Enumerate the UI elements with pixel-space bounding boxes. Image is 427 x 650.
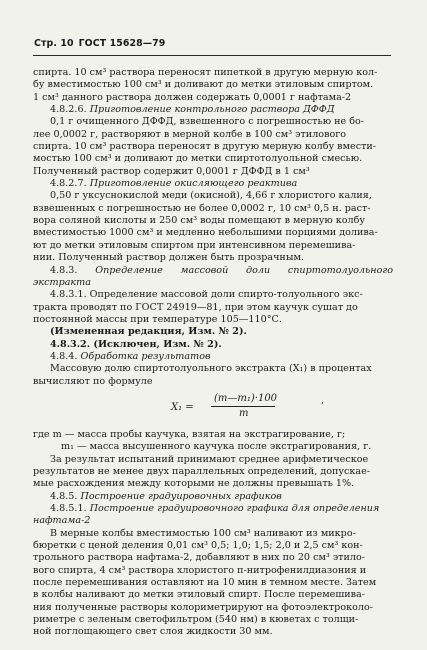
formula-numerator: (m—m₁)·100 — [214, 392, 278, 404]
text-line: спирта. 10 см³ раствора переносят пипеткой в другую мерную кол- — [33, 67, 378, 78]
text-line: трольного раствора нафтама-2, добавляют в них по 20 см³ этило- — [33, 552, 366, 564]
document-body — [33, 67, 393, 639]
standard-code: ГОСТ 15628—79 — [78, 38, 166, 49]
section-title-cont: нафтама-2 — [33, 515, 91, 527]
text-line: ной поглощающего свет слоя жидкости 30 мм. — [33, 626, 273, 638]
section-title: Определение массовой доли спиртотолуольного экстракта — [33, 264, 393, 288]
text-line: 1 см³ данного раствора должен содержать 0,0001 г нафтама-2 — [33, 91, 352, 103]
section-number: 4.8.5. — [50, 490, 78, 502]
section-title: Построение градуировочных графиков — [80, 490, 282, 502]
section-title: Приготовление контрольного раствора ДФФД — [89, 104, 335, 116]
section-heading — [33, 104, 393, 116]
section-title: Построение градуировочного графика для определения — [89, 503, 380, 514]
text-line: тракта проводят по ГОСТ 24919—81, при этом каучук сушат до — [33, 301, 358, 313]
text-line: постоянной массы при температуре 105—110°С. — [33, 313, 282, 325]
amendment-note: 4.8.3.2. (Исключен, Изм. № 2). — [50, 338, 222, 350]
formula-denominator: m — [239, 407, 249, 419]
text-line: ют до метки этиловым спиртом при интенсивном перемешива- — [33, 239, 356, 251]
section-number: 4.8.4. — [50, 350, 78, 362]
text-line: вора соляной кислоты и 250 см³ воды помещают в мерную колбу — [33, 215, 366, 227]
text-line: Полученный раствор содержит 0,0001 г ДФФД в 1 см³ — [33, 165, 310, 177]
text-line: взвешенных с погрешностью не более 0,0002 г, 10 см³ 0,5 н. раст- — [33, 202, 371, 214]
text-line: В мерные колбы вместимостью 100 см³ наливают из микро- — [50, 527, 356, 539]
text-line: Массовую долю спиртотолуольного экстракта (X₁) в процентах — [50, 363, 372, 375]
page-header — [34, 38, 165, 49]
section-number: 4.8.5.1. — [50, 503, 87, 514]
fraction-bar — [211, 406, 275, 407]
text-line: мые расхождения между которыми не должны превышать 1%. — [33, 478, 355, 490]
section-number: 4.8.3. — [50, 264, 78, 276]
text-line: бу вместимостью 100 см³ и доливают до метки этиловым спиртом. — [33, 79, 374, 91]
text-line: лее 0,0002 г, растворяют в мерной колбе в 100 см³ этилового — [33, 128, 347, 140]
text-line: вого спирта, 4 см³ раствора хлористого п-нитрофенилдиазония и — [33, 564, 367, 576]
header-rule — [33, 55, 391, 56]
text-line: 0,1 г очищенного ДФФД, взвешенного с погрешностью не бо- — [50, 116, 365, 128]
text-line: За результат испытаний принимают среднее арифметическое — [50, 453, 369, 465]
text-line: результатов не менее двух параллельных определений, допускае- — [33, 465, 371, 477]
text-line: мостью 100 см³ и доливают до метки спиртотолуольной смесью. — [33, 153, 363, 165]
text-line: ния полученные растворы колориметрируют на фотоэлектроколо- — [33, 601, 373, 613]
text-line: где m — масса пробы каучука, взятая на экстрагирование, г; — [33, 428, 346, 440]
formula-mark: ‚ — [321, 395, 324, 406]
text-line: риметре с зеленым светофильтром (540 нм) в кюветах с толщи- — [33, 614, 359, 626]
text-line: 4.8.3.1. Определение массовой доли спирто-толуольного экс- — [50, 289, 363, 301]
text-line: спирта. 10 см³ раствора переносят в другую мерную колбу вмести- — [33, 141, 377, 153]
section-heading — [33, 351, 393, 363]
section-title: Обработка результатов — [80, 350, 211, 362]
section-number: 4.8.2.7. — [50, 178, 87, 190]
page-number: Стр. 10 — [34, 38, 74, 49]
section-heading — [33, 265, 393, 290]
text-line: вместимостью 1000 см³ и медленно небольшими порциями долива- — [33, 227, 378, 239]
text-line: нии. Полученный раствор должен быть прозрачным. — [33, 252, 304, 264]
text-line: m₁ — масса высушенного каучука после экстрагирования, г. — [61, 441, 372, 453]
section-heading — [33, 503, 393, 515]
formula-lhs: X₁ = — [171, 401, 194, 413]
formula — [33, 391, 393, 427]
section-heading — [33, 178, 393, 190]
section-title: Приготовление окисляющего реактива — [89, 178, 298, 190]
text-line: 0,50 г уксуснокислой меди (окисной), 4,66 г хлористого калия, — [50, 190, 372, 202]
text-line: после перемешивания оставляют на 10 мин в темном месте. Затем — [33, 577, 377, 589]
section-heading — [33, 491, 393, 503]
text-line: бюретки с ценой деления 0,01 см³ 0,5; 1,0; 1,5; 2,0 и 2,5 см³ кон- — [33, 540, 363, 552]
text-line: вычисляют по формуле — [33, 375, 153, 387]
section-number: 4.8.2.6. — [50, 104, 87, 116]
amendment-note: (Измененная редакция, Изм. № 2). — [50, 326, 247, 338]
text-line: в колбы наливают до метки этиловый спирт. После перемешива- — [33, 589, 366, 601]
